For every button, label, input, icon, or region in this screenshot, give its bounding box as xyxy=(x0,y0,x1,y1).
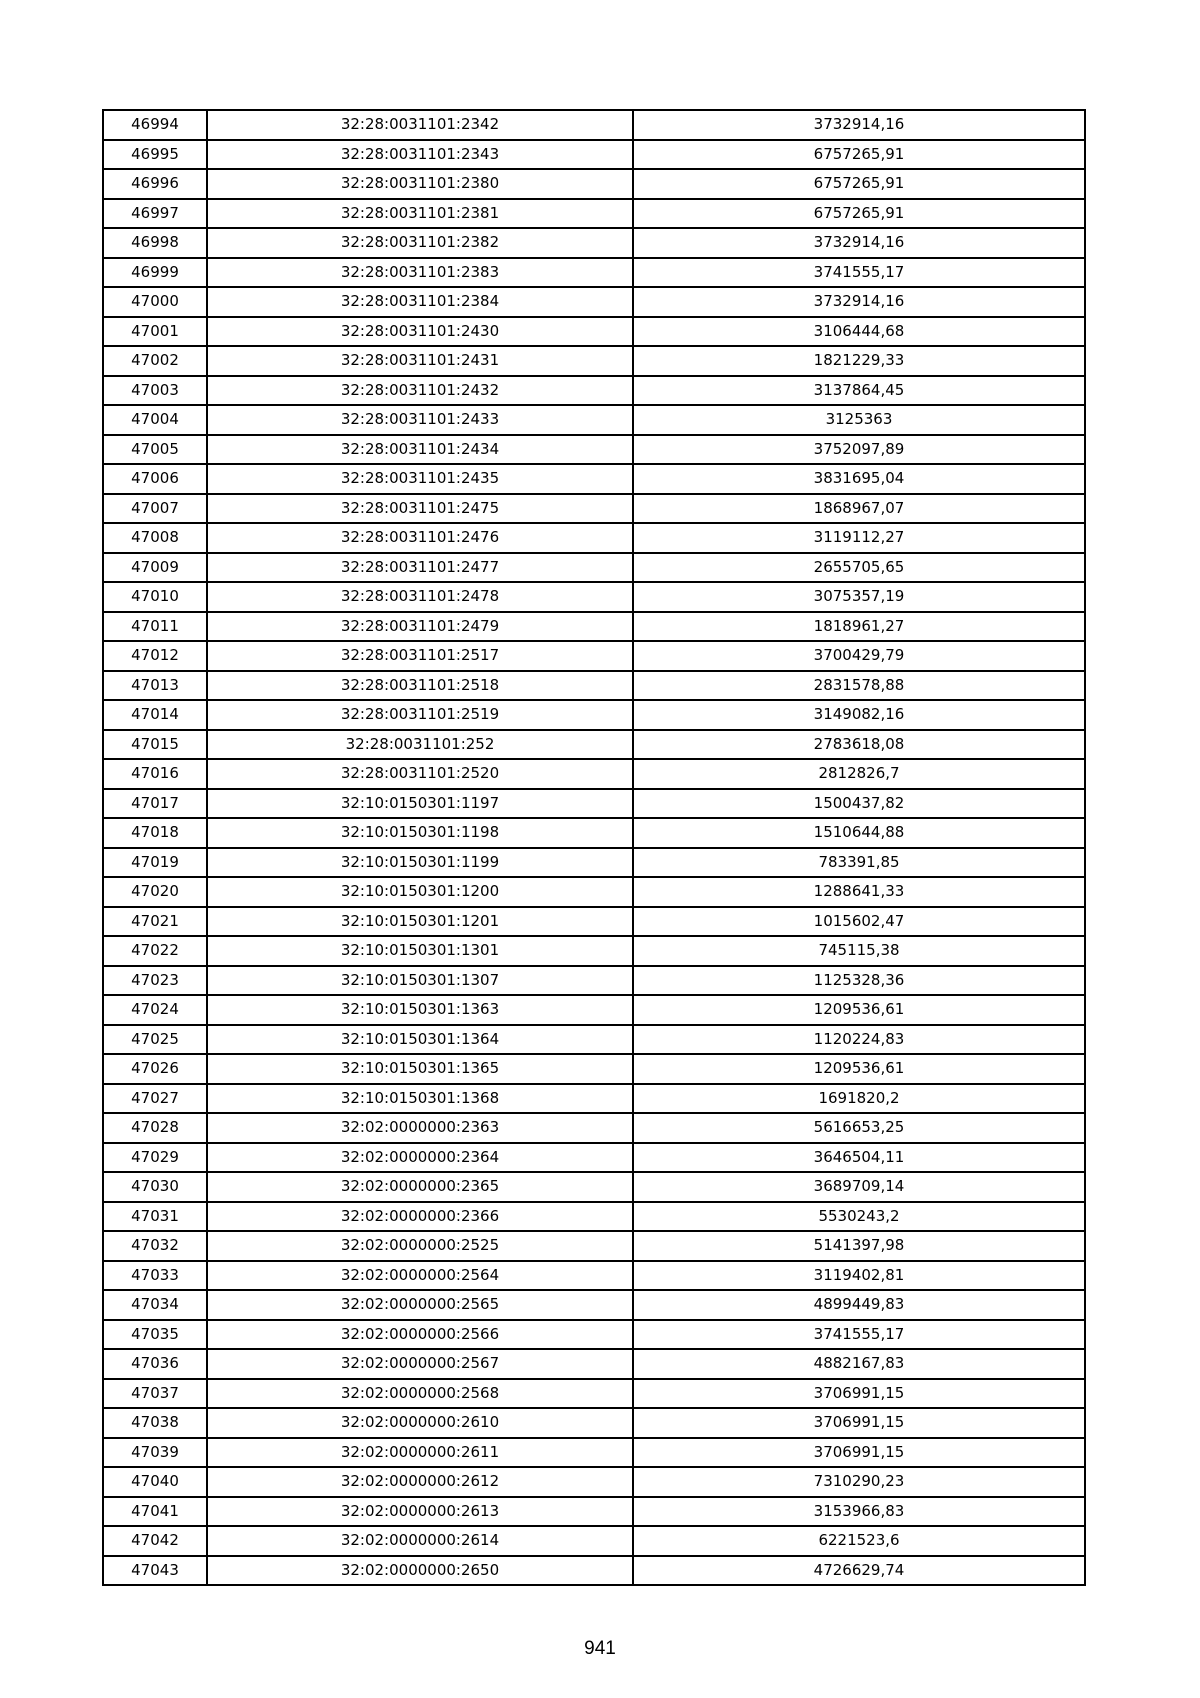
row-number-cell: 47005 xyxy=(103,435,207,465)
cadastral-number-cell: 32:10:0150301:1363 xyxy=(207,995,633,1025)
row-number-cell: 47024 xyxy=(103,995,207,1025)
table-row xyxy=(103,641,1085,671)
cadastral-number-cell: 32:28:0031101:2434 xyxy=(207,435,633,465)
cadastral-number-cell: 32:10:0150301:1197 xyxy=(207,789,633,819)
cadastral-value-cell: 5141397,98 xyxy=(633,1231,1085,1261)
cadastral-value-cell: 3752097,89 xyxy=(633,435,1085,465)
cadastral-value-cell: 6221523,6 xyxy=(633,1526,1085,1556)
cadastral-number-cell: 32:28:0031101:2477 xyxy=(207,553,633,583)
cadastral-number-cell: 32:28:0031101:2431 xyxy=(207,346,633,376)
table-row xyxy=(103,1202,1085,1232)
cadastral-number-cell: 32:28:0031101:2518 xyxy=(207,671,633,701)
row-number-cell: 47033 xyxy=(103,1261,207,1291)
table-row xyxy=(103,169,1085,199)
row-number-cell: 46997 xyxy=(103,199,207,229)
cadastral-value-cell: 3831695,04 xyxy=(633,464,1085,494)
table-row xyxy=(103,1556,1085,1586)
table-row xyxy=(103,966,1085,996)
cadastral-value-cell: 1120224,83 xyxy=(633,1025,1085,1055)
table-row xyxy=(103,140,1085,170)
cadastral-value-cell: 1209536,61 xyxy=(633,1054,1085,1084)
table-row xyxy=(103,582,1085,612)
cadastral-number-cell: 32:02:0000000:2363 xyxy=(207,1113,633,1143)
table-row xyxy=(103,317,1085,347)
cadastral-number-cell: 32:10:0150301:1365 xyxy=(207,1054,633,1084)
row-number-cell: 47031 xyxy=(103,1202,207,1232)
table-row xyxy=(103,1526,1085,1556)
table-row xyxy=(103,936,1085,966)
page-number: 941 xyxy=(584,1638,616,1659)
cadastral-value-cell: 1868967,07 xyxy=(633,494,1085,524)
cadastral-number-cell: 32:28:0031101:2381 xyxy=(207,199,633,229)
cadastral-number-cell: 32:10:0150301:1201 xyxy=(207,907,633,937)
row-number-cell: 47017 xyxy=(103,789,207,819)
table-row xyxy=(103,848,1085,878)
table-row xyxy=(103,1349,1085,1379)
cadastral-number-cell: 32:28:0031101:2475 xyxy=(207,494,633,524)
row-number-cell: 47025 xyxy=(103,1025,207,1055)
cadastral-number-cell: 32:28:0031101:2479 xyxy=(207,612,633,642)
cadastral-value-cell: 7310290,23 xyxy=(633,1467,1085,1497)
row-number-cell: 47039 xyxy=(103,1438,207,1468)
row-number-cell: 47027 xyxy=(103,1084,207,1114)
row-number-cell: 47012 xyxy=(103,641,207,671)
row-number-cell: 47026 xyxy=(103,1054,207,1084)
cadastral-value-cell: 3119402,81 xyxy=(633,1261,1085,1291)
cadastral-value-cell: 783391,85 xyxy=(633,848,1085,878)
table-row xyxy=(103,110,1085,140)
row-number-cell: 47008 xyxy=(103,523,207,553)
cadastral-number-cell: 32:28:0031101:2435 xyxy=(207,464,633,494)
cadastral-number-cell: 32:10:0150301:1200 xyxy=(207,877,633,907)
table-row xyxy=(103,199,1085,229)
row-number-cell: 47022 xyxy=(103,936,207,966)
table-row xyxy=(103,435,1085,465)
row-number-cell: 47018 xyxy=(103,818,207,848)
cadastral-number-cell: 32:02:0000000:2365 xyxy=(207,1172,633,1202)
table-row xyxy=(103,877,1085,907)
row-number-cell: 46996 xyxy=(103,169,207,199)
table-row xyxy=(103,1113,1085,1143)
cadastral-number-cell: 32:28:0031101:2476 xyxy=(207,523,633,553)
table-row xyxy=(103,1231,1085,1261)
cadastral-number-cell: 32:28:0031101:2517 xyxy=(207,641,633,671)
cadastral-value-cell: 5616653,25 xyxy=(633,1113,1085,1143)
cadastral-number-cell: 32:10:0150301:1301 xyxy=(207,936,633,966)
table-row xyxy=(103,258,1085,288)
row-number-cell: 46994 xyxy=(103,110,207,140)
cadastral-number-cell: 32:02:0000000:2366 xyxy=(207,1202,633,1232)
cadastral-value-cell: 4726629,74 xyxy=(633,1556,1085,1586)
cadastral-value-cell: 2655705,65 xyxy=(633,553,1085,583)
row-number-cell: 47002 xyxy=(103,346,207,376)
cadastral-number-cell: 32:28:0031101:2383 xyxy=(207,258,633,288)
table-row xyxy=(103,1172,1085,1202)
cadastral-number-cell: 32:02:0000000:2613 xyxy=(207,1497,633,1527)
cadastral-value-cell: 3732914,16 xyxy=(633,228,1085,258)
cadastral-value-cell: 2783618,08 xyxy=(633,730,1085,760)
row-number-cell: 47014 xyxy=(103,700,207,730)
cadastral-value-cell: 1015602,47 xyxy=(633,907,1085,937)
row-number-cell: 47023 xyxy=(103,966,207,996)
row-number-cell: 47020 xyxy=(103,877,207,907)
cadastral-value-cell: 1125328,36 xyxy=(633,966,1085,996)
cadastral-value-cell: 3075357,19 xyxy=(633,582,1085,612)
table-row xyxy=(103,789,1085,819)
row-number-cell: 47042 xyxy=(103,1526,207,1556)
table-row xyxy=(103,1261,1085,1291)
cadastral-value-cell: 3741555,17 xyxy=(633,258,1085,288)
table-row xyxy=(103,1143,1085,1173)
table-row xyxy=(103,346,1085,376)
cadastral-number-cell: 32:02:0000000:2567 xyxy=(207,1349,633,1379)
row-number-cell: 46995 xyxy=(103,140,207,170)
row-number-cell: 47016 xyxy=(103,759,207,789)
table-row xyxy=(103,1320,1085,1350)
table-row xyxy=(103,376,1085,406)
table-row xyxy=(103,228,1085,258)
row-number-cell: 47036 xyxy=(103,1349,207,1379)
row-number-cell: 47019 xyxy=(103,848,207,878)
row-number-cell: 47004 xyxy=(103,405,207,435)
cadastral-value-cell: 1209536,61 xyxy=(633,995,1085,1025)
cadastral-number-cell: 32:02:0000000:2614 xyxy=(207,1526,633,1556)
cadastral-number-cell: 32:28:0031101:2432 xyxy=(207,376,633,406)
cadastral-value-cell: 1500437,82 xyxy=(633,789,1085,819)
table-row xyxy=(103,612,1085,642)
row-number-cell: 47010 xyxy=(103,582,207,612)
cadastral-number-cell: 32:28:0031101:2343 xyxy=(207,140,633,170)
row-number-cell: 47034 xyxy=(103,1290,207,1320)
cadastral-number-cell: 32:28:0031101:2342 xyxy=(207,110,633,140)
cadastral-value-cell: 3125363 xyxy=(633,405,1085,435)
row-number-cell: 47011 xyxy=(103,612,207,642)
cadastral-number-cell: 32:28:0031101:2430 xyxy=(207,317,633,347)
cadastral-value-cell: 6757265,91 xyxy=(633,169,1085,199)
cadastral-value-cell: 745115,38 xyxy=(633,936,1085,966)
table-row xyxy=(103,405,1085,435)
cadastral-value-cell: 4882167,83 xyxy=(633,1349,1085,1379)
cadastral-value-cell: 3706991,15 xyxy=(633,1408,1085,1438)
cadastral-number-cell: 32:28:0031101:252 xyxy=(207,730,633,760)
cadastral-value-cell: 2831578,88 xyxy=(633,671,1085,701)
cadastral-number-cell: 32:28:0031101:2519 xyxy=(207,700,633,730)
row-number-cell: 47021 xyxy=(103,907,207,937)
cadastral-number-cell: 32:28:0031101:2478 xyxy=(207,582,633,612)
cadastral-value-cell: 3732914,16 xyxy=(633,287,1085,317)
cadastral-number-cell: 32:02:0000000:2566 xyxy=(207,1320,633,1350)
row-number-cell: 47003 xyxy=(103,376,207,406)
cadastral-value-cell: 3689709,14 xyxy=(633,1172,1085,1202)
table-row xyxy=(103,464,1085,494)
cadastral-value-cell: 3706991,15 xyxy=(633,1438,1085,1468)
table-row xyxy=(103,494,1085,524)
row-number-cell: 47035 xyxy=(103,1320,207,1350)
table-row xyxy=(103,553,1085,583)
row-number-cell: 47030 xyxy=(103,1172,207,1202)
cadastral-number-cell: 32:28:0031101:2520 xyxy=(207,759,633,789)
cadastral-value-cell: 3153966,83 xyxy=(633,1497,1085,1527)
row-number-cell: 46998 xyxy=(103,228,207,258)
table-row xyxy=(103,1408,1085,1438)
table-row xyxy=(103,671,1085,701)
row-number-cell: 47032 xyxy=(103,1231,207,1261)
cadastral-value-cell: 1818961,27 xyxy=(633,612,1085,642)
row-number-cell: 47006 xyxy=(103,464,207,494)
table-row xyxy=(103,995,1085,1025)
cadastral-value-cell: 3732914,16 xyxy=(633,110,1085,140)
cadastral-value-cell: 1821229,33 xyxy=(633,346,1085,376)
row-number-cell: 47013 xyxy=(103,671,207,701)
cadastral-number-cell: 32:10:0150301:1199 xyxy=(207,848,633,878)
cadastral-number-cell: 32:02:0000000:2568 xyxy=(207,1379,633,1409)
row-number-cell: 47001 xyxy=(103,317,207,347)
cadastral-number-cell: 32:10:0150301:1198 xyxy=(207,818,633,848)
table-body xyxy=(103,110,1085,1585)
row-number-cell: 47038 xyxy=(103,1408,207,1438)
table-row xyxy=(103,1084,1085,1114)
table-row xyxy=(103,1290,1085,1320)
table-row xyxy=(103,287,1085,317)
cadastral-value-cell: 5530243,2 xyxy=(633,1202,1085,1232)
table-row xyxy=(103,818,1085,848)
cadastral-number-cell: 32:28:0031101:2384 xyxy=(207,287,633,317)
row-number-cell: 47000 xyxy=(103,287,207,317)
cadastral-number-cell: 32:02:0000000:2565 xyxy=(207,1290,633,1320)
cadastral-number-cell: 32:02:0000000:2364 xyxy=(207,1143,633,1173)
cadastral-value-cell: 3149082,16 xyxy=(633,700,1085,730)
cadastral-value-cell: 1288641,33 xyxy=(633,877,1085,907)
row-number-cell: 46999 xyxy=(103,258,207,288)
cadastral-value-cell: 6757265,91 xyxy=(633,199,1085,229)
cadastral-number-cell: 32:02:0000000:2525 xyxy=(207,1231,633,1261)
cadastral-value-cell: 3741555,17 xyxy=(633,1320,1085,1350)
cadastral-number-cell: 32:28:0031101:2380 xyxy=(207,169,633,199)
cadastral-number-cell: 32:02:0000000:2611 xyxy=(207,1438,633,1468)
row-number-cell: 47029 xyxy=(103,1143,207,1173)
cadastral-value-cell: 3106444,68 xyxy=(633,317,1085,347)
cadastral-value-cell: 1510644,88 xyxy=(633,818,1085,848)
cadastral-value-cell: 3119112,27 xyxy=(633,523,1085,553)
row-number-cell: 47043 xyxy=(103,1556,207,1586)
table-row xyxy=(103,1054,1085,1084)
cadastral-value-cell: 3700429,79 xyxy=(633,641,1085,671)
table-row xyxy=(103,907,1085,937)
table-row xyxy=(103,730,1085,760)
cadastral-value-table xyxy=(102,109,1086,1586)
table-row xyxy=(103,700,1085,730)
cadastral-number-cell: 32:02:0000000:2650 xyxy=(207,1556,633,1586)
cadastral-number-cell: 32:10:0150301:1368 xyxy=(207,1084,633,1114)
cadastral-number-cell: 32:28:0031101:2433 xyxy=(207,405,633,435)
row-number-cell: 47037 xyxy=(103,1379,207,1409)
row-number-cell: 47040 xyxy=(103,1467,207,1497)
cadastral-number-cell: 32:02:0000000:2612 xyxy=(207,1467,633,1497)
cadastral-number-cell: 32:10:0150301:1307 xyxy=(207,966,633,996)
cadastral-value-cell: 1691820,2 xyxy=(633,1084,1085,1114)
row-number-cell: 47007 xyxy=(103,494,207,524)
table-row xyxy=(103,1379,1085,1409)
cadastral-value-cell: 4899449,83 xyxy=(633,1290,1085,1320)
table-row xyxy=(103,523,1085,553)
cadastral-number-cell: 32:28:0031101:2382 xyxy=(207,228,633,258)
cadastral-value-cell: 3137864,45 xyxy=(633,376,1085,406)
table-row xyxy=(103,1497,1085,1527)
table-row xyxy=(103,1438,1085,1468)
row-number-cell: 47041 xyxy=(103,1497,207,1527)
cadastral-number-cell: 32:02:0000000:2610 xyxy=(207,1408,633,1438)
row-number-cell: 47009 xyxy=(103,553,207,583)
cadastral-number-cell: 32:02:0000000:2564 xyxy=(207,1261,633,1291)
table-row xyxy=(103,759,1085,789)
table-row xyxy=(103,1467,1085,1497)
table-row xyxy=(103,1025,1085,1055)
cadastral-value-cell: 3706991,15 xyxy=(633,1379,1085,1409)
cadastral-number-cell: 32:10:0150301:1364 xyxy=(207,1025,633,1055)
cadastral-value-cell: 2812826,7 xyxy=(633,759,1085,789)
cadastral-value-cell: 3646504,11 xyxy=(633,1143,1085,1173)
row-number-cell: 47015 xyxy=(103,730,207,760)
cadastral-value-cell: 6757265,91 xyxy=(633,140,1085,170)
row-number-cell: 47028 xyxy=(103,1113,207,1143)
